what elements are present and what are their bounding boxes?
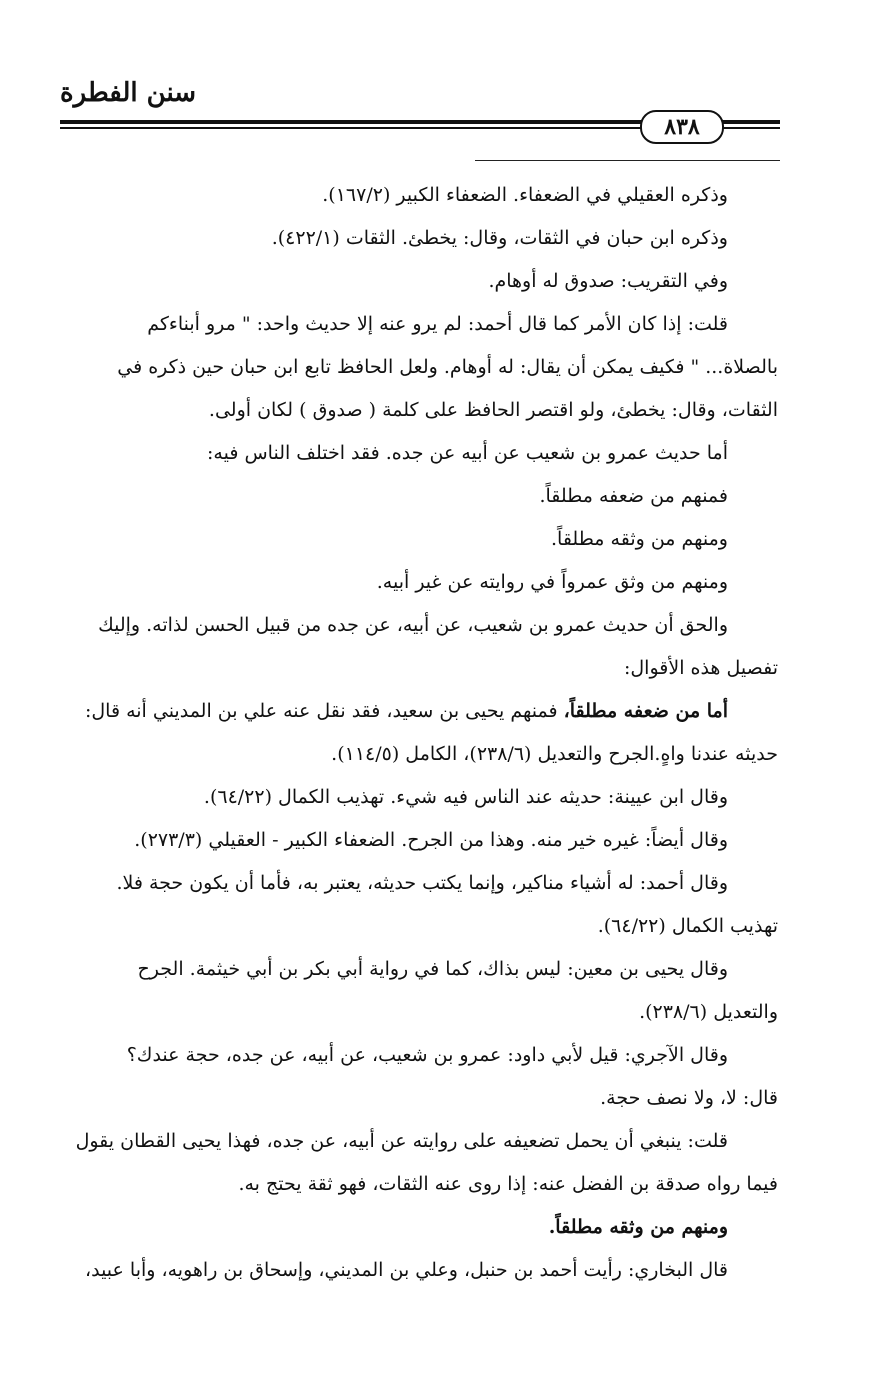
line-text: فمنهم من ضعفه مطلقاً. bbox=[539, 485, 728, 507]
line-text: قلت: ينبغي أن يحمل تضعيفه على روايته عن أبيه، عن جده، فهذا يحيى القطان يقول bbox=[75, 1130, 728, 1152]
running-header-title: سنن الفطرة bbox=[60, 78, 197, 108]
text-line bbox=[62, 217, 778, 260]
text-line bbox=[62, 733, 778, 776]
page-number: ٨٣٨ bbox=[640, 110, 724, 144]
text-line bbox=[62, 1249, 778, 1292]
line-text: الثقات، وقال: يخطئ، ولو اقتصر الحافظ على كلمة ( صدوق ) لكان أولى. bbox=[208, 399, 778, 421]
line-text: وقال ابن عيينة: حديثه عند الناس فيه شيء. تهذيب الكمال (٦٤/٢٢). bbox=[203, 786, 728, 808]
line-text: وفي التقريب: صدوق له أوهام. bbox=[488, 270, 728, 292]
text-line bbox=[62, 819, 778, 862]
line-text: ومنهم من وثق عمرواً في روايته عن غير أبيه. bbox=[376, 571, 728, 593]
text-line bbox=[62, 1163, 778, 1206]
line-text: تفصيل هذه الأقوال: bbox=[623, 657, 778, 679]
text-line bbox=[62, 690, 778, 733]
text-line bbox=[62, 862, 778, 905]
footnote-separator bbox=[475, 160, 780, 161]
text-line bbox=[62, 776, 778, 819]
line-text: قلت: إذا كان الأمر كما قال أحمد: لم يرو عنه إلا حديث واحد: " مرو أبناءكم bbox=[147, 313, 728, 335]
line-text: أما حديث عمرو بن شعيب عن أبيه عن جده. فقد اختلف الناس فيه: bbox=[207, 442, 728, 464]
text-line bbox=[62, 561, 778, 604]
text-line bbox=[62, 432, 778, 475]
line-text: بالصلاة... " فكيف يمكن أن يقال: له أوهام. ولعل الحافظ تابع ابن حبان حين ذكره في bbox=[117, 356, 778, 378]
line-text: وقال الآجري: قيل لأبي داود: عمرو بن شعيب، عن أبيه، عن جده، حجة عندك؟ bbox=[126, 1044, 728, 1066]
line-text: قال البخاري: رأيت أحمد بن حنبل، وعلي بن المديني، وإسحاق بن راهويه، وأبا عبيد، bbox=[84, 1259, 728, 1281]
line-text: قال: لا، ولا نصف حجة. bbox=[600, 1087, 778, 1109]
text-line bbox=[62, 991, 778, 1034]
text-line bbox=[62, 647, 778, 690]
text-line bbox=[62, 389, 778, 432]
line-text: فمنهم يحيى بن سعيد، فقد نقل عنه علي بن المديني أنه قال: bbox=[84, 700, 564, 722]
text-line bbox=[62, 905, 778, 948]
text-line bbox=[62, 1034, 778, 1077]
page-body bbox=[62, 174, 778, 1292]
line-text: حديثه عندنا واهٍ.الجرح والتعديل (٢٣٨/٦)، الكامل (١١٤/٥). bbox=[331, 743, 778, 765]
line-text: والتعديل (٢٣٨/٦). bbox=[639, 1001, 778, 1023]
line-text: وذكره ابن حبان في الثقات، وقال: يخطئ. الثقات (٤٢٢/١). bbox=[271, 227, 728, 249]
line-text: وقال أحمد: له أشياء مناكير، وإنما يكتب حديثه، يعتبر به، فأما أن يكون حجة فلا. bbox=[116, 872, 728, 894]
line-text: وقال أيضاً: غيره خير منه. وهذا من الجرح. الضعفاء الكبير - العقيلي (٢٧٣/٣). bbox=[134, 829, 728, 851]
line-text: والحق أن حديث عمرو بن شعيب، عن أبيه، عن جده من قبيل الحسن لذاته. وإليك bbox=[98, 614, 728, 636]
text-line bbox=[62, 260, 778, 303]
text-line bbox=[62, 174, 778, 217]
line-text: ومنهم من وثقه مطلقاً. bbox=[548, 1216, 728, 1238]
text-line bbox=[62, 475, 778, 518]
line-text: وقال يحيى بن معين: ليس بذاك، كما في رواية أبي بكر بن أبي خيثمة. الجرح bbox=[137, 958, 728, 980]
text-line bbox=[62, 1077, 778, 1120]
lead-phrase: أما من ضعفه مطلقاً، bbox=[563, 700, 728, 722]
text-line bbox=[62, 948, 778, 991]
text-line bbox=[62, 518, 778, 561]
text-line bbox=[62, 1206, 778, 1249]
line-text: وذكره العقيلي في الضعفاء. الضعفاء الكبير (١٦٧/٢). bbox=[322, 184, 728, 206]
line-text: ومنهم من وثقه مطلقاً. bbox=[550, 528, 728, 550]
text-line bbox=[62, 604, 778, 647]
line-text: فيما رواه صدقة بن الفضل عنه: إذا روى عنه الثقات، فهو ثقة يحتج به. bbox=[238, 1173, 778, 1195]
text-line bbox=[62, 1120, 778, 1163]
text-line bbox=[62, 346, 778, 389]
line-text: تهذيب الكمال (٦٤/٢٢). bbox=[597, 915, 778, 937]
text-line bbox=[62, 303, 778, 346]
